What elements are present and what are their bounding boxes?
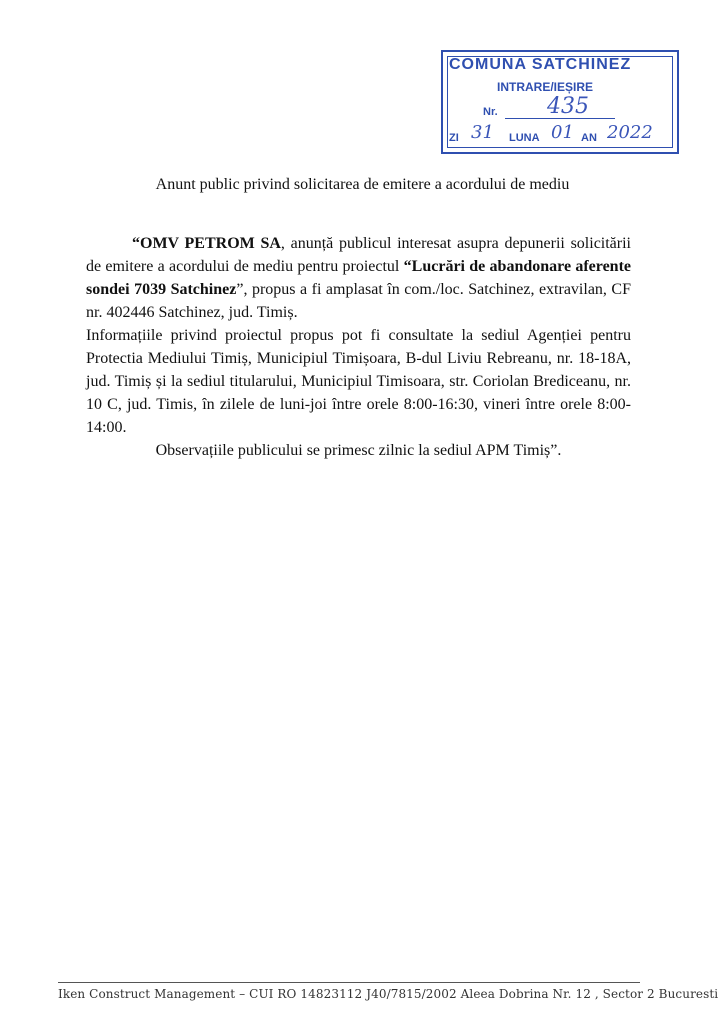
footer-text: Iken Construct Management – CUI RO 14823112 J40/7815/2002 Aleea Dobrina Nr. 12 , Sector 2 Bucuresti [58,987,719,1001]
footer-divider [58,982,640,983]
paragraph-information: Informațiile privind proiectul propus pot fi consultate la sediul Agenției pentru Protectia Mediului Timiș, Municipiul Timișoara, B-dul Liviu Rebreanu, nr. 18-18A, jud. Timiș și la sediul titularului, Municipiul Timisoara, str. Coriolan Brediceanu, nr. 10 C, jud. Timis, în zilele de luni-joi între orele 8:00-16:30, vineri între orele 8:00-14:00. [86,327,631,436]
document-body [86,232,631,462]
project-name: “Lucrări de abandonare aferente sondei 7039 Satchinez [86,258,632,298]
stamp-zi-value: 31 [471,122,494,143]
stamp-zi-label: ZI [449,132,459,144]
stamp-luna-label: LUNA [509,132,540,144]
document-title: Anunt public privind solicitarea de emitere a acordului de mediu [155,176,570,193]
stamp-town: COMUNA SATCHINEZ [449,56,632,73]
stamp-an-label: AN [581,132,597,144]
stamp-nr-value: 435 [547,94,589,119]
paragraph-observations: Observațiile publicului se primesc zilnic la sediul APM Timiș”. [155,442,562,459]
company-name: “OMV PETROM SA [132,235,281,252]
stamp-direction: INTRARE/IEȘIRE [497,80,594,94]
announcement-text-a: , anunță publicul interesat asupra depunerii solicitării de emitere a acordului de mediu pentru proiectul [86,235,631,275]
stamp-nr-label: Nr. [483,106,498,118]
stamp-luna-value: 01 [551,122,574,143]
registration-stamp [441,50,679,154]
announcement-text-b: ”, propus a fi amplasat în com./loc. Satchinez, extravilan, CF nr. 402446 Satchinez, jud. Timiș. [86,281,632,321]
paragraph-announcement [86,232,631,324]
stamp-an-value: 2022 [607,122,653,143]
